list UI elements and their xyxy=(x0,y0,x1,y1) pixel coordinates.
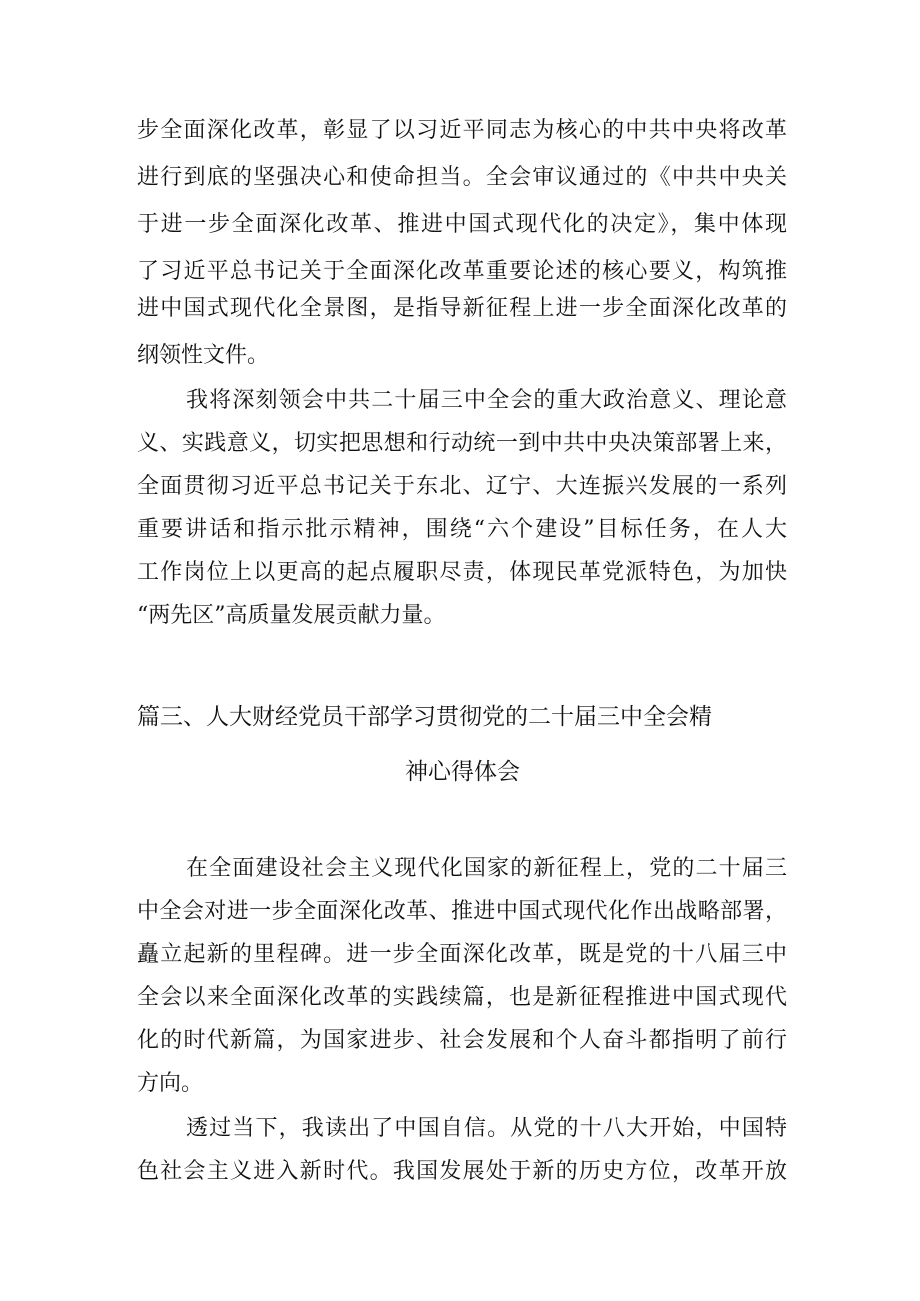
paragraph-line: 了习近平总书记关于全面深化改革重要论述的核心要义，构筑推 xyxy=(137,259,787,284)
paragraph-line: 化的时代新篇，为国家进步、社会发展和个人奋斗都指明了前行 xyxy=(137,1028,787,1053)
section-heading-continuation: 神心得体会 xyxy=(405,759,520,785)
paragraph-line: 矗立起新的里程碑。进一步全面深化改革，既是党的十八届三中 xyxy=(137,942,787,967)
paragraph-line: 义、实践意义，切实把思想和行动统一到中共中央决策部署上来， xyxy=(137,431,787,456)
paragraph-line: 重要讲话和指示批示精神，围绕“六个建设”目标任务，在人大 xyxy=(137,517,787,542)
paragraph-line: 我将深刻领会中共二十届三中全会的重大政治意义、理论意 xyxy=(186,388,787,413)
paragraph-line: 进行到底的坚强决心和使命担当。全会审议通过的《中共中央关 xyxy=(137,165,787,190)
paragraph-line: “两先区”高质量发展贡献力量。 xyxy=(137,603,446,628)
paragraph-line: 工作岗位上以更高的起点履职尽责，体现民革党派特色，为加快 xyxy=(137,560,787,585)
paragraph-line: 步全面深化改革，彰显了以习近平同志为核心的中共中央将改革 xyxy=(137,118,787,143)
paragraph-line: 在全面建设社会主义现代化国家的新征程上，党的二十届三 xyxy=(186,856,787,881)
section-heading: 篇三、人大财经党员干部学习贯彻党的二十届三中全会精 xyxy=(137,704,712,730)
paragraph-line: 中全会对进一步全面深化改革、推进中国式现代化作出战略部署， xyxy=(137,899,787,924)
paragraph-line: 全会以来全面深化改革的实践续篇，也是新征程推进中国式现代 xyxy=(137,985,787,1010)
paragraph-line: 于进一步全面深化改革、推进中国式现代化的决定》，集中体现 xyxy=(137,212,787,237)
paragraph-line: 进中国式现代化全景图，是指导新征程上进一步全面深化改革的 xyxy=(137,296,787,321)
paragraph-line: 方向。 xyxy=(137,1071,204,1096)
paragraph-line: 透过当下，我读出了中国自信。从党的十八大开始，中国特 xyxy=(186,1116,787,1141)
paragraph-line: 色社会主义进入新时代。我国发展处于新的历史方位，改革开放 xyxy=(137,1159,787,1184)
paragraph-line: 纲领性文件。 xyxy=(137,343,270,368)
paragraph-line: 全面贯彻习近平总书记关于东北、辽宁、大连振兴发展的一系列 xyxy=(137,474,787,499)
